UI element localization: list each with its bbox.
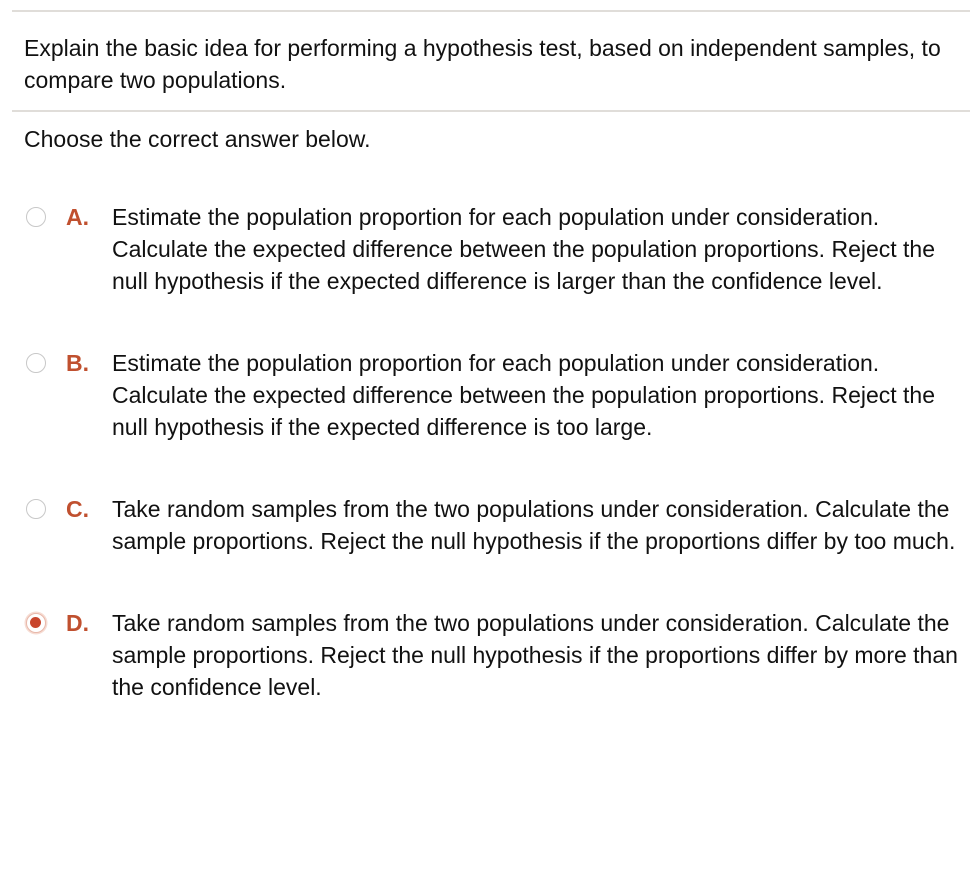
radio-dot-icon xyxy=(30,617,41,628)
question-divider xyxy=(12,110,970,112)
option-d-letter: D. xyxy=(66,610,89,636)
instruction-text: Choose the correct answer below. xyxy=(24,126,371,152)
question-text: Explain the basic idea for performing a hypothesis test, based on independent samples, to compare two populations. xyxy=(24,35,941,93)
option-b-radio[interactable] xyxy=(26,353,46,373)
option-a-text: Estimate the population proportion for each population under consideration. Calculate the expected difference between the population proportions. Reject the null hypothesis if the expected difference is larger than the confidence level. xyxy=(112,204,936,294)
option-c-radio[interactable] xyxy=(26,499,46,519)
option-c-letter: C. xyxy=(66,496,89,522)
option-a-radio[interactable] xyxy=(26,207,46,227)
option-a-letter: A. xyxy=(66,204,89,230)
option-d-text: Take random samples from the two populations under consideration. Calculate the sample proportions. Reject the null hypothesis if the proportions differ by more than the confidence level. xyxy=(112,610,958,700)
option-b-text: Estimate the population proportion for each population under consideration. Calculate the expected difference between the population proportions. Reject the null hypothesis if the expected difference is too large. xyxy=(112,350,936,440)
option-d-radio[interactable] xyxy=(26,613,46,633)
option-c-text: Take random samples from the two populations under consideration. Calculate the sample proportions. Reject the null hypothesis if the proportions differ by too much. xyxy=(112,496,956,554)
top-divider xyxy=(12,10,970,12)
option-b-letter: B. xyxy=(66,350,89,376)
